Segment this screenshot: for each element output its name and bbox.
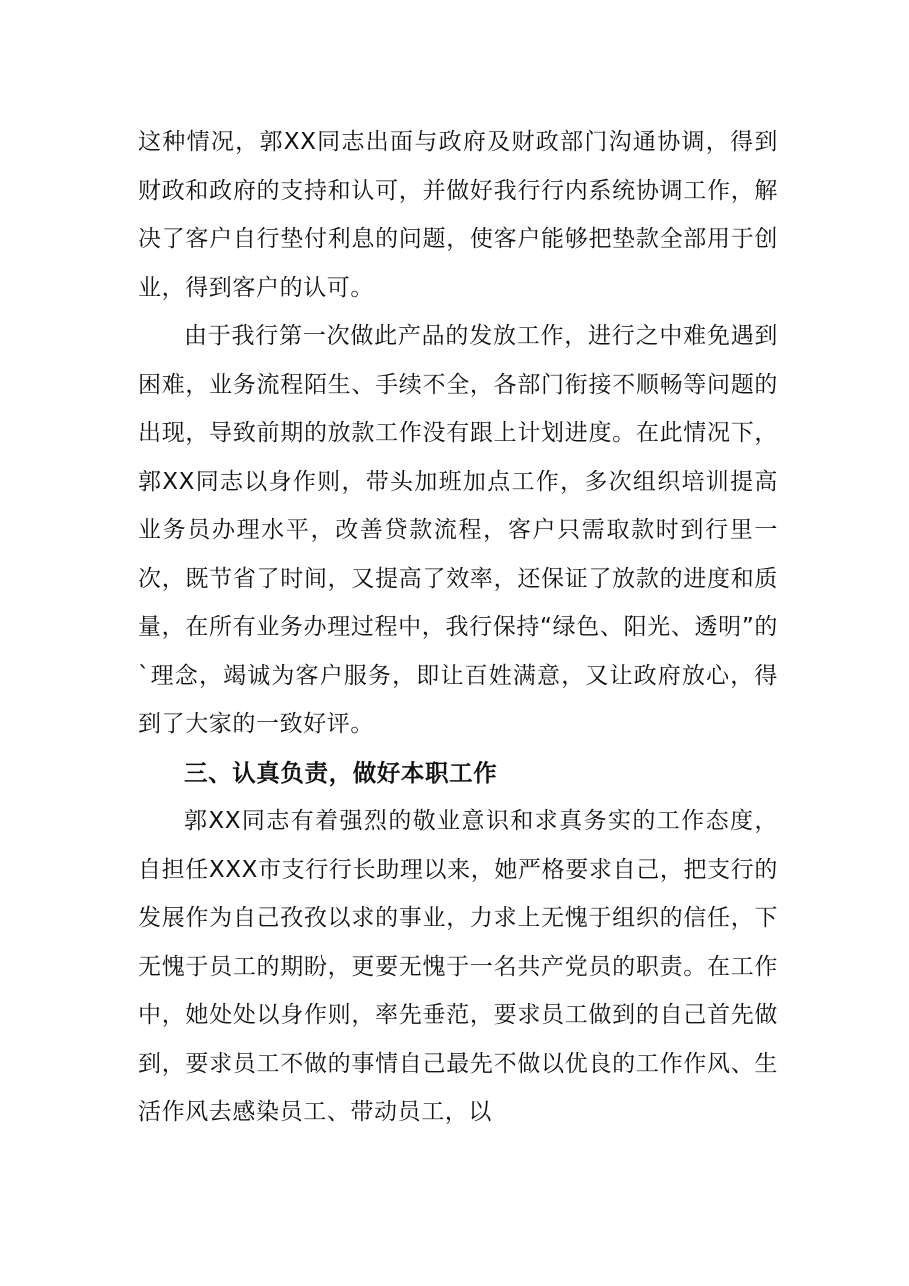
document-body [138, 118, 778, 1137]
paragraph-loan-process: 由于我行第一次做此产品的发放工作，进行之中难免遇到困难，业务流程陌生、手续不全，各部门衔接不顺畅等问题的出现，导致前期的放款工作没有跟上计划进度。在此情况下，郭XX同志以身作则，带头加班加点工作，多次组织培训提高业务员办理水平，改善贷款流程，客户只需取款时到行里一次，既节省了时间，又提高了效率，还保证了放款的进度和质量，在所有业务办理过程中，我行保持“绿色、阳光、透明”的`理念，竭诚为客户服务，即让百姓满意，又让政府放心，得到了大家的一致好评。 [138, 323, 778, 737]
paragraph-continuation: 这种情况，郭XX同志出面与政府及财政部门沟通协调，得到财政和政府的支持和认可，并做好我行行内系统协调工作，解决了客户自行垫付利息的问题，使客户能够把垫款全部用于创业，得到客户的认可。 [138, 129, 778, 301]
paragraph-responsibility: 郭XX同志有着强烈的敬业意识和求真务实的工作态度，自担任XXX市支行行长助理以来，她严格要求自己，把支行的发展作为自己孜孜以求的事业，力求上无愧于组织的信任，下无愧于员工的期盼，更要无愧于一名共产党员的职责。在工作中，她处处以身作则，率先垂范，要求员工做到的自己首先做到，要求员工不做的事情自己最先不做以优良的工作作风、生活作风去感染员工、带动员工，以 [138, 808, 778, 1125]
section-heading: 三、认真负责，做好本职工作 [184, 758, 498, 787]
